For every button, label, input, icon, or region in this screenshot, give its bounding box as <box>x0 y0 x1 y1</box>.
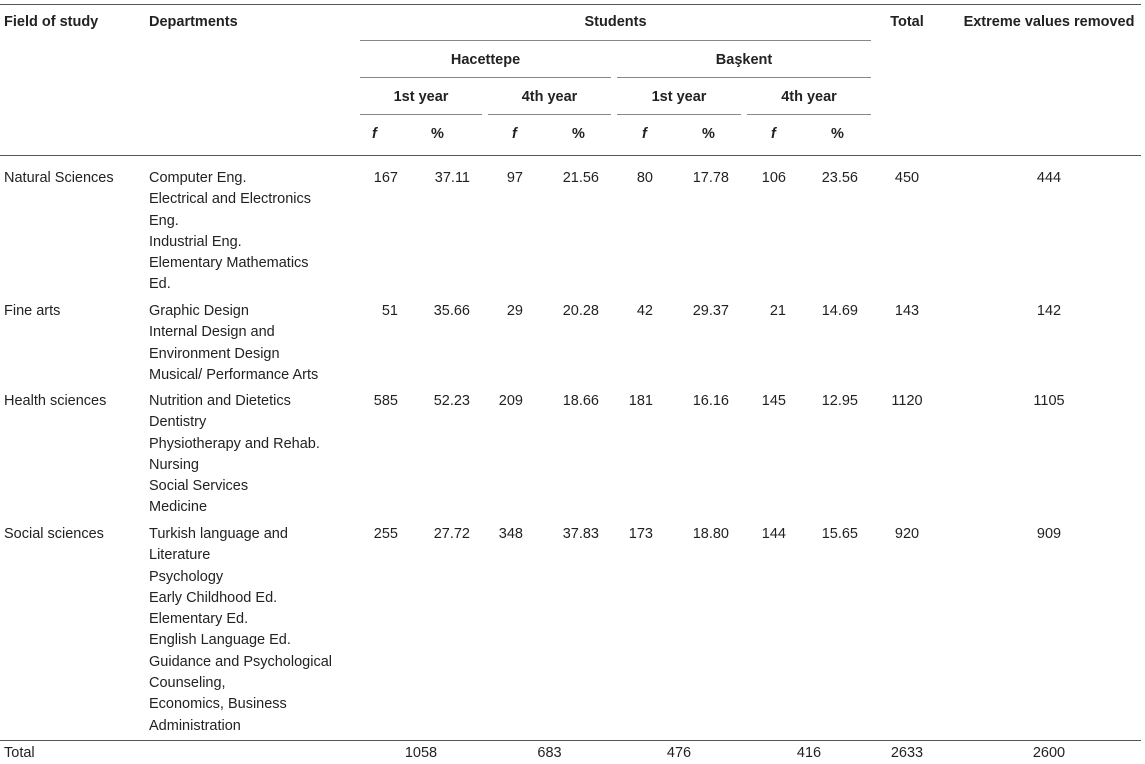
b4-rule <box>747 114 871 115</box>
value-cell-b1-p: 16.16 <box>692 393 729 409</box>
value-cell-h1-f: 167 <box>373 170 398 186</box>
totals-extreme: 2600 <box>1032 745 1066 761</box>
value-cell-h1-f: 51 <box>381 303 398 319</box>
department-line: English Language Ed. <box>149 632 291 649</box>
header-field-of-study: Field of study <box>4 14 99 30</box>
value-cell-b1-p: 29.37 <box>692 303 729 319</box>
department-line: Physiotherapy and Rehab. <box>149 435 320 452</box>
value-cell-b4-f: 145 <box>761 393 786 409</box>
field-of-study-cell: Fine arts <box>4 303 61 319</box>
department-line: Administration <box>149 717 241 734</box>
value-cell-b4-p: 23.56 <box>821 170 858 186</box>
value-cell-b1-f: 181 <box>628 393 653 409</box>
department-line: Dentistry <box>149 414 207 431</box>
totals-rule <box>0 740 1141 741</box>
value-cell-b1-f: 80 <box>636 170 653 186</box>
departments-cell <box>149 301 318 386</box>
total-cell: 1120 <box>891 393 923 409</box>
header-total: Total <box>890 14 924 30</box>
value-cell-b1-f: 42 <box>636 303 653 319</box>
totals-baskent-4th: 416 <box>796 745 822 761</box>
value-cell-h4-f: 209 <box>498 393 523 409</box>
header-pct: % <box>572 126 585 142</box>
department-line: Internal Design and <box>149 324 275 341</box>
departments-cell <box>149 168 311 296</box>
department-line: Economics, Business <box>149 696 287 713</box>
value-cell-h4-f: 348 <box>498 526 523 542</box>
header-f: f <box>771 126 776 142</box>
department-line: Early Childhood Ed. <box>149 589 278 606</box>
value-cell-b1-p: 18.80 <box>692 526 729 542</box>
value-cell-h1-p: 35.66 <box>433 303 470 319</box>
totals-hacettepe-4th: 683 <box>537 745 562 761</box>
value-cell-h1-p: 52.23 <box>433 393 470 409</box>
department-line: Elementary Mathematics <box>149 255 309 272</box>
header-f: f <box>512 126 517 142</box>
department-line: Guidance and Psychological <box>149 653 332 670</box>
header-pct: % <box>831 126 844 142</box>
hacettepe-rule <box>360 77 611 78</box>
department-line: Industrial Eng. <box>149 233 242 250</box>
value-cell-h1-p: 27.72 <box>433 526 470 542</box>
department-line: Electrical and Electronics <box>149 191 311 208</box>
value-cell-b4-f: 106 <box>761 170 786 186</box>
department-line: Turkish language and <box>149 526 288 542</box>
totals-hacettepe-1st: 1058 <box>404 745 438 761</box>
department-line: Literature <box>149 547 211 564</box>
value-cell-b1-f: 173 <box>628 526 653 542</box>
department-line: Social Services <box>149 478 249 495</box>
header-students: Students <box>584 14 647 30</box>
value-cell-h4-p: 37.83 <box>562 526 599 542</box>
department-line: Elementary Ed. <box>149 611 249 628</box>
department-line: Medicine <box>149 499 208 516</box>
department-line: Musical/ Performance Arts <box>149 366 319 383</box>
extreme-values-cell: 142 <box>1036 303 1062 319</box>
header-baskent-4th-year: 4th year <box>781 89 837 105</box>
value-cell-h4-f: 29 <box>506 303 523 319</box>
department-line: Computer Eng. <box>149 170 247 186</box>
header-f: f <box>642 126 647 142</box>
department-line: Counseling, <box>149 675 226 692</box>
field-of-study-cell: Social sciences <box>4 526 104 542</box>
total-cell: 143 <box>894 303 920 319</box>
header-baskent: Başkent <box>715 52 773 68</box>
department-line: Ed. <box>149 276 171 293</box>
field-of-study-cell: Natural Sciences <box>4 170 114 186</box>
b1-rule <box>617 114 741 115</box>
value-cell-h1-f: 585 <box>373 393 398 409</box>
department-line: Eng. <box>149 212 179 229</box>
header-departments: Departments <box>149 14 238 30</box>
header-hacettepe: Hacettepe <box>450 52 521 68</box>
departments-cell <box>149 524 332 737</box>
baskent-rule <box>617 77 871 78</box>
total-cell: 450 <box>894 170 920 186</box>
department-line: Nursing <box>149 456 199 473</box>
value-cell-h1-f: 255 <box>373 526 398 542</box>
value-cell-h4-p: 20.28 <box>562 303 599 319</box>
totals-baskent-1st: 476 <box>666 745 692 761</box>
header-hacettepe-4th-year: 4th year <box>521 89 578 105</box>
value-cell-b4-p: 15.65 <box>821 526 858 542</box>
departments-cell <box>149 391 320 519</box>
value-cell-b1-p: 17.78 <box>692 170 729 186</box>
top-rule <box>0 4 1141 5</box>
students-rule <box>360 40 871 41</box>
value-cell-b4-f: 144 <box>761 526 786 542</box>
total-cell: 920 <box>894 526 920 542</box>
department-line: Environment Design <box>149 345 280 362</box>
department-line: Nutrition and Dietetics <box>149 393 291 409</box>
value-cell-h1-p: 37.11 <box>434 170 470 186</box>
field-of-study-cell: Health sciences <box>4 393 107 409</box>
extreme-values-cell: 909 <box>1036 526 1062 542</box>
value-cell-h4-f: 97 <box>506 170 523 186</box>
value-cell-h4-p: 21.56 <box>562 170 599 186</box>
value-cell-b4-p: 12.95 <box>821 393 858 409</box>
extreme-values-cell: 444 <box>1036 170 1062 186</box>
department-line: Psychology <box>149 568 224 585</box>
header-baskent-1st-year: 1st year <box>651 89 707 105</box>
header-pct: % <box>431 126 444 142</box>
value-cell-h4-p: 18.66 <box>562 393 599 409</box>
value-cell-b4-p: 14.69 <box>821 303 858 319</box>
header-f: f <box>372 126 377 142</box>
extreme-values-cell: 1105 <box>1033 393 1065 409</box>
header-bottom-rule <box>0 155 1141 156</box>
h1-rule <box>360 114 482 115</box>
totals-label: Total <box>4 745 35 761</box>
department-line: Graphic Design <box>149 303 249 319</box>
value-cell-b4-f: 21 <box>769 303 786 319</box>
h4-rule <box>488 114 611 115</box>
header-extreme-values: Extreme values removed <box>963 14 1135 30</box>
totals-total: 2633 <box>890 745 924 761</box>
header-pct: % <box>702 126 715 142</box>
header-hacettepe-1st-year: 1st year <box>393 89 449 105</box>
